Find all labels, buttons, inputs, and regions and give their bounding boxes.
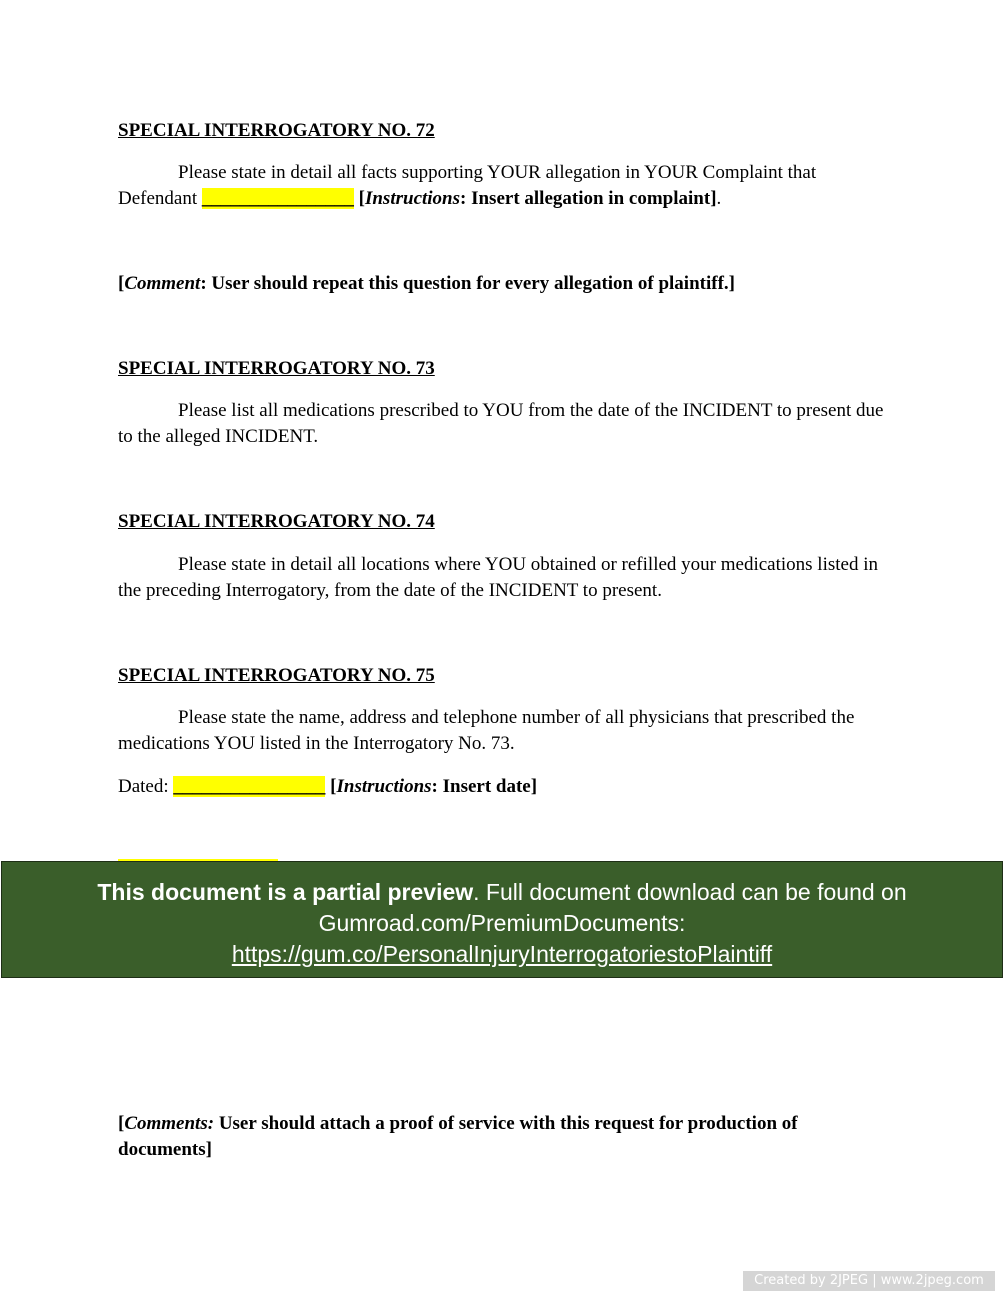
dated-instr-label: Instructions [336,776,432,797]
q72-instr-close: ] [710,188,717,209]
q73-body: Please list all medications prescribed to YOU from the date of the INCIDENT to present due to the alleged INCIDENT. [118,400,884,447]
q75-body: Please state the name, address and telephone number of all physicians that prescribed the medications YOU listed in the Interrogatory No. 73. [118,707,855,754]
q73-heading: SPECIAL INTERROGATORY NO. 73 [118,358,435,379]
dated-instr-open: [ [330,776,337,797]
q72-instr-open: [ [358,188,365,209]
comment2-text: User should attach a proof of service with this request for production of documents] [118,1113,798,1160]
comment-label: Comment [124,273,201,294]
q74-heading: SPECIAL INTERROGATORY NO. 74 [118,511,435,532]
banner-download-link[interactable]: https://gum.co/PersonalInjuryInterrogatoriestoPlaintiff [231,941,773,967]
banner-strong: This document is a partial preview [97,879,474,905]
comment-repeat [118,271,888,297]
preview-banner [1,861,1003,978]
dated-label: Dated: [118,776,169,797]
q74-body: Please state in detail all locations where YOU obtained or refilled your medications listed in the preceding Interrogatory, from the date of the INCIDENT to present. [118,554,878,601]
q72-blank: ________________ [201,188,354,209]
dated-blank: ________________ [173,776,326,797]
comment-text: : User should repeat this question for every allegation of plaintiff.] [200,273,735,294]
comment2-open: [ [118,1113,125,1134]
q72-end: . [716,188,722,209]
dated-instr-text: : Insert date] [431,776,538,797]
q72-heading: SPECIAL INTERROGATORY NO. 72 [118,120,435,141]
q72-instr-text: : Insert allegation in complaint [460,188,711,209]
comment-open: [ [118,273,125,294]
banner-rest: . Full document download can be found on [473,879,907,905]
dated-line [118,774,888,800]
banner-line-2: Gumroad.com/PremiumDocuments: [318,910,686,936]
q75-heading: SPECIAL INTERROGATORY NO. 75 [118,665,435,686]
comment-proof-of-service [118,1111,888,1163]
q72-body [118,160,888,212]
watermark: Created by 2JPEG | www.2jpeg.com [743,1271,995,1291]
q72-body-text: Please state in detail all facts supporting YOUR allegation in YOUR Complaint that Defendant [118,162,817,209]
q72-instr-label: Instructions [364,188,461,209]
banner-line-1 [2,877,1002,908]
comment2-label: Comments: [124,1113,215,1134]
